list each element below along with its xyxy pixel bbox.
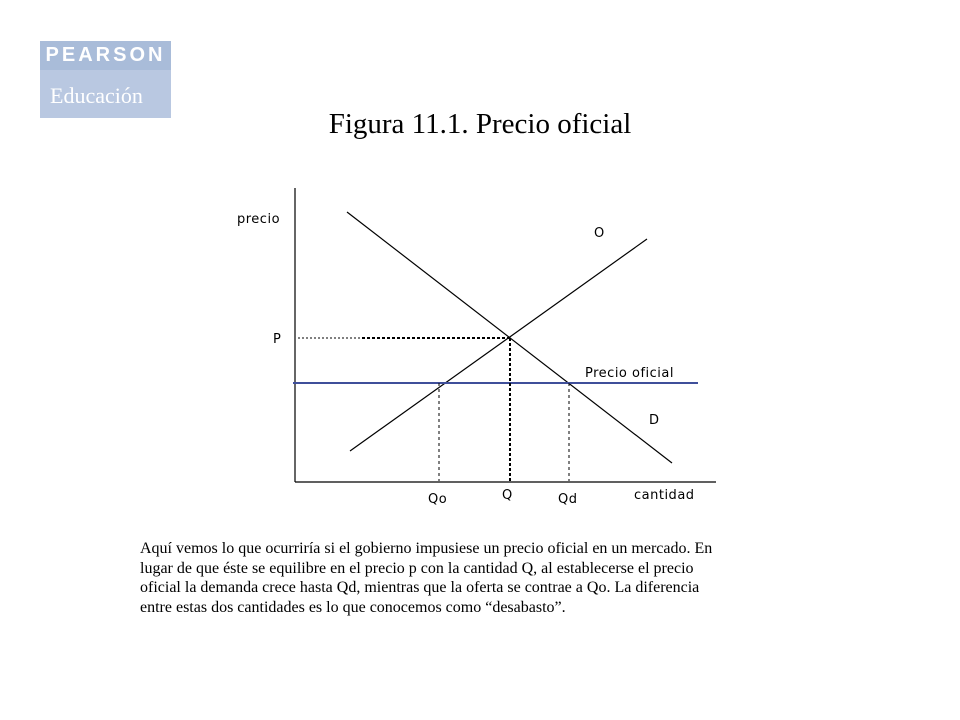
x-axis-label: cantidad xyxy=(634,488,695,503)
caption-line: oficial la demanda crece hasta Qd, mientras que la oferta se contrae a Qo. La diferencia xyxy=(140,579,700,596)
caption-line: lugar de que éste se equilibre en el precio p con la cantidad Q, al establecerse el precio xyxy=(140,559,694,577)
page-title: Figura 11.1. Precio oficial xyxy=(328,108,632,140)
y-axis-label: precio xyxy=(237,212,281,227)
caption-line: Aquí vemos lo que ocurriría si el gobierno impusiese un precio oficial en un mercado. En xyxy=(140,540,713,557)
logo-subtitle: Educación xyxy=(50,83,143,108)
qd-label: Qd xyxy=(558,492,578,507)
caption-line: entre estas dos cantidades es lo que conocemos como “desabasto”. xyxy=(140,598,566,616)
caption xyxy=(140,539,820,617)
logo-brand: PEARSON xyxy=(45,44,166,66)
supply-label: O xyxy=(594,226,605,241)
qo-label: Qo xyxy=(428,492,448,507)
equilibrium-price-label: P xyxy=(273,332,282,347)
q-label: Q xyxy=(502,488,513,503)
official-price-label: Precio oficial xyxy=(585,366,674,381)
demand-label: D xyxy=(649,413,660,428)
supply-curve xyxy=(350,239,647,451)
